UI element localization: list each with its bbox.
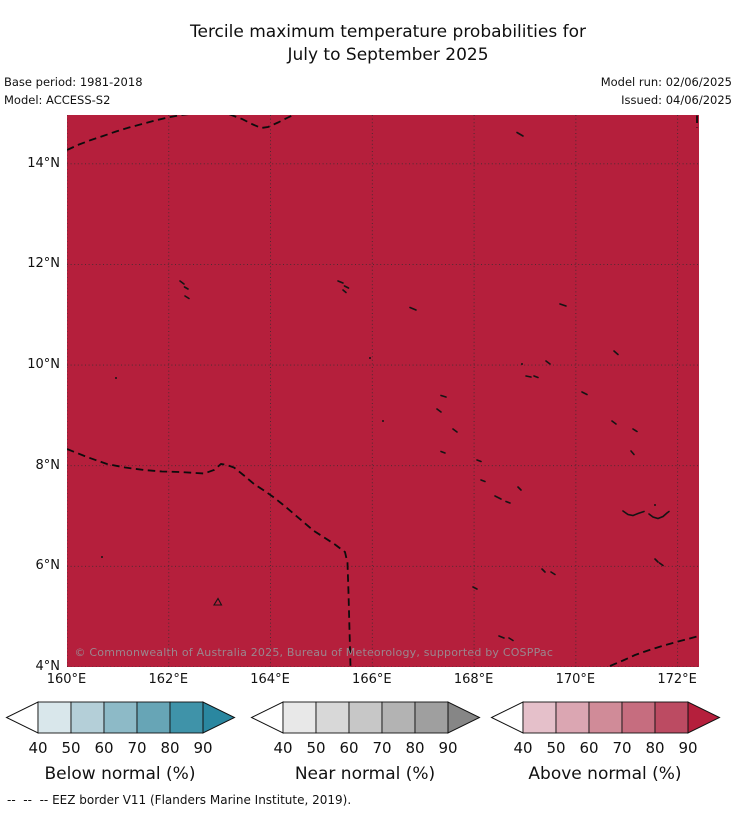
colorbar-tick: 60 bbox=[579, 739, 599, 757]
colorbar-tick: 90 bbox=[193, 739, 213, 757]
island-dot bbox=[382, 420, 384, 422]
colorbar-tick: 80 bbox=[160, 739, 180, 757]
x-tick-label: 164°E bbox=[250, 672, 290, 687]
colorbar-tick: 50 bbox=[546, 739, 566, 757]
y-tick-label: 12°N bbox=[27, 256, 60, 272]
map-canvas bbox=[67, 115, 699, 667]
colorbar-high-arrow bbox=[203, 702, 235, 733]
colorbar-segment bbox=[38, 702, 71, 733]
colorbar-tick: 40 bbox=[273, 739, 293, 757]
colorbar-high-arrow bbox=[448, 702, 480, 733]
model-text: Model: ACCESS-S2 bbox=[4, 92, 111, 107]
colorbar-segment bbox=[71, 702, 104, 733]
y-tick-label: 4°N bbox=[35, 659, 60, 674]
island-dot bbox=[115, 377, 117, 379]
map-plot bbox=[67, 115, 699, 667]
y-tick-label: 8°N bbox=[35, 457, 60, 473]
colorbar-near-normal bbox=[250, 700, 486, 788]
colorbar-segment bbox=[655, 702, 688, 733]
colorbar-tick: 90 bbox=[438, 739, 458, 757]
colorbar-low-arrow bbox=[492, 702, 524, 733]
model-run-text: Model run: 02/06/2025 bbox=[600, 75, 732, 89]
colorbar-tick: 40 bbox=[28, 739, 48, 757]
colorbar-segment bbox=[283, 702, 316, 733]
colorbar-segment bbox=[622, 702, 655, 733]
figure-title-line2: July to September 2025 bbox=[287, 45, 489, 65]
colorbar-segment bbox=[349, 702, 382, 733]
colorbar-tick: 80 bbox=[405, 739, 425, 757]
colorbar-tick: 70 bbox=[372, 739, 392, 757]
copyright-text: © Commonwealth of Australia 2025, Bureau of Meteorology, supported by COSPPac bbox=[74, 645, 554, 659]
colorbar-tick: 80 bbox=[645, 739, 665, 757]
colorbar-tick: 50 bbox=[61, 739, 81, 757]
eez-footnote-label: EEZ border V11 (Flanders Marine Institute, 2019). bbox=[52, 793, 352, 807]
colorbar-tick: 70 bbox=[127, 739, 147, 757]
colorbar-tick: 50 bbox=[306, 739, 326, 757]
island-dot bbox=[521, 363, 523, 365]
colorbar-segment bbox=[382, 702, 415, 733]
x-tick-label: 170°E bbox=[555, 672, 596, 687]
y-tick-label: 6°N bbox=[35, 558, 60, 574]
colorbar-segment bbox=[170, 702, 203, 733]
colorbar-label: Near normal (%) bbox=[294, 764, 436, 784]
colorbar-tick: 70 bbox=[612, 739, 632, 757]
colorbar-segment bbox=[589, 702, 622, 733]
x-tick-label: 168°E bbox=[453, 672, 494, 687]
colorbar-low-arrow bbox=[7, 702, 39, 733]
colorbar-low-arrow bbox=[252, 702, 284, 733]
colorbar-tick: 90 bbox=[678, 739, 698, 757]
base-period-text: Base period: 1981-2018 bbox=[4, 75, 143, 89]
page-title bbox=[38, 21, 736, 67]
x-tick-label: 172°E bbox=[657, 672, 697, 687]
colorbar-tick: 40 bbox=[513, 739, 533, 757]
eez-dash-sample: -- -- -- bbox=[7, 793, 49, 807]
meta-left bbox=[4, 74, 143, 109]
issued-text: Issued: 04/06/2025 bbox=[621, 92, 732, 107]
island-dot bbox=[101, 556, 103, 558]
colorbar-tick: 60 bbox=[339, 739, 359, 757]
meta-right bbox=[601, 74, 732, 109]
colorbar-label: Above normal (%) bbox=[528, 764, 682, 784]
y-tick-label: 10°N bbox=[27, 357, 60, 373]
figure-title-line1: Tercile maximum temperature probabilities for bbox=[189, 22, 586, 42]
colorbar-segment bbox=[556, 702, 589, 733]
colorbar-high-arrow bbox=[688, 702, 720, 733]
colorbar-below-normal bbox=[5, 700, 241, 788]
island-dot bbox=[369, 357, 371, 359]
island-dot bbox=[654, 504, 656, 506]
x-tick-label: 162°E bbox=[148, 672, 189, 687]
x-tick-label: 166°E bbox=[352, 672, 392, 687]
colorbar-tick: 60 bbox=[94, 739, 114, 757]
colorbar-segment bbox=[316, 702, 349, 733]
y-tick-label: 14°N bbox=[27, 155, 60, 171]
colorbar-segment bbox=[104, 702, 137, 733]
colorbar-segment bbox=[523, 702, 556, 733]
colorbar-segment bbox=[415, 702, 448, 733]
x-tick-label: 160°E bbox=[46, 672, 87, 687]
eez-footnote bbox=[7, 793, 351, 807]
colorbar-above-normal bbox=[490, 700, 726, 788]
colorbar-label: Below normal (%) bbox=[44, 764, 196, 784]
island-mark bbox=[526, 376, 531, 377]
colorbar-segment bbox=[137, 702, 170, 733]
map-fill bbox=[67, 115, 699, 667]
